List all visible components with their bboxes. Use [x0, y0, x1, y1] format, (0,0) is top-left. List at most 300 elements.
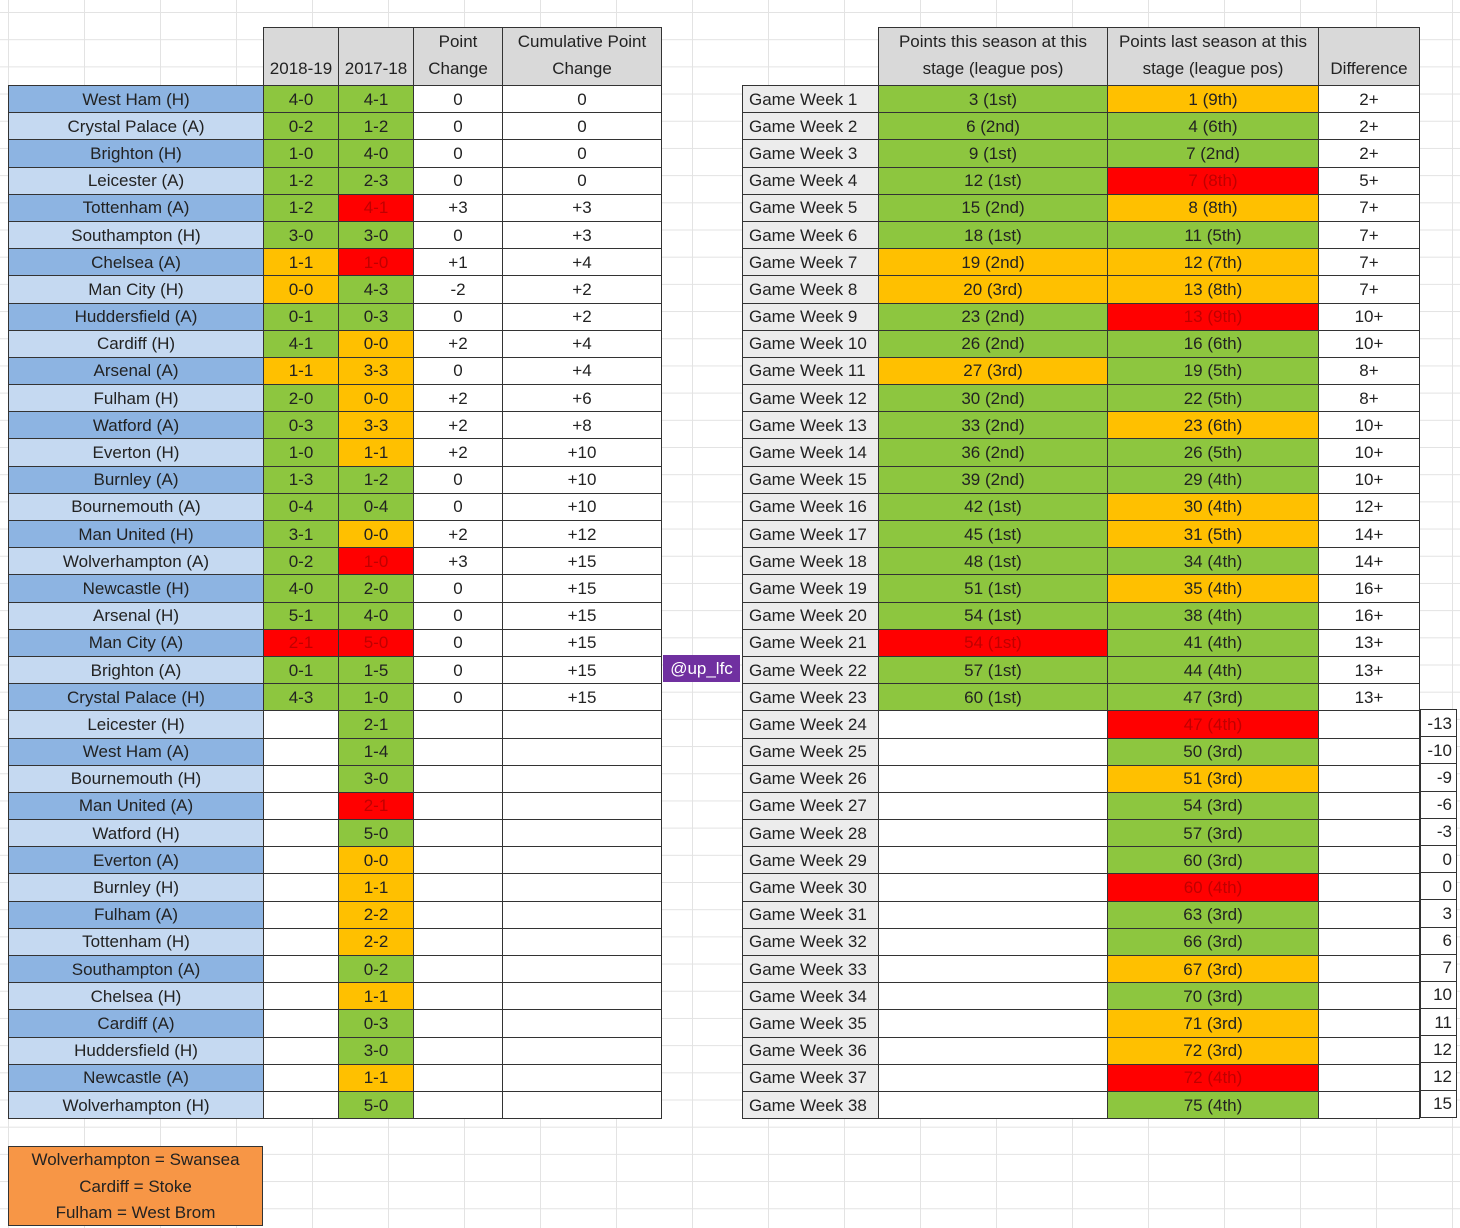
opponent-cell[interactable]: Man City (A)	[9, 629, 264, 656]
points-this-season-cell[interactable]: 19 (2nd)	[879, 249, 1108, 276]
score-2017-18-cell[interactable]: 1-1	[339, 1064, 414, 1091]
difference-cell[interactable]: 2+	[1319, 140, 1420, 167]
points-this-season-cell[interactable]: 23 (2nd)	[879, 303, 1108, 330]
cumulative-point-change-cell[interactable]	[503, 1091, 662, 1118]
points-last-season-cell[interactable]: 41 (4th)	[1108, 629, 1319, 656]
point-change-cell[interactable]	[414, 792, 503, 819]
opponent-cell[interactable]: Man City (H)	[9, 276, 264, 303]
game-week-cell[interactable]: Game Week 5	[743, 194, 879, 221]
score-2017-18-cell[interactable]: 0-4	[339, 493, 414, 520]
score-2018-19-cell[interactable]: 5-1	[264, 602, 339, 629]
opponent-cell[interactable]: West Ham (H)	[9, 86, 264, 113]
score-2017-18-cell[interactable]: 4-3	[339, 276, 414, 303]
game-week-cell[interactable]: Game Week 11	[743, 357, 879, 384]
score-2017-18-cell[interactable]: 4-0	[339, 602, 414, 629]
points-this-season-cell[interactable]: 20 (3rd)	[879, 276, 1108, 303]
points-this-season-cell[interactable]: 6 (2nd)	[879, 113, 1108, 140]
points-this-season-cell[interactable]	[879, 792, 1108, 819]
game-week-cell[interactable]: Game Week 31	[743, 901, 879, 928]
score-2017-18-cell[interactable]: 1-4	[339, 738, 414, 765]
game-week-cell[interactable]: Game Week 6	[743, 221, 879, 248]
header-game-week[interactable]	[743, 28, 879, 86]
game-week-cell[interactable]: Game Week 37	[743, 1064, 879, 1091]
game-week-cell[interactable]: Game Week 29	[743, 847, 879, 874]
difference-cell[interactable]	[1319, 1091, 1420, 1118]
points-last-season-cell[interactable]: 8 (8th)	[1108, 194, 1319, 221]
points-this-season-cell[interactable]	[879, 765, 1108, 792]
cumulative-point-change-cell[interactable]: +3	[503, 221, 662, 248]
opponent-cell[interactable]: Leicester (A)	[9, 167, 264, 194]
points-last-season-cell[interactable]: 7 (8th)	[1108, 167, 1319, 194]
game-week-cell[interactable]: Game Week 9	[743, 303, 879, 330]
difference-cell[interactable]	[1319, 928, 1420, 955]
game-week-cell[interactable]: Game Week 10	[743, 330, 879, 357]
score-2018-19-cell[interactable]: 0-2	[264, 113, 339, 140]
score-2018-19-cell[interactable]: 3-1	[264, 521, 339, 548]
points-last-season-cell[interactable]: 66 (3rd)	[1108, 928, 1319, 955]
score-2017-18-cell[interactable]: 3-0	[339, 1037, 414, 1064]
cumulative-point-change-cell[interactable]	[503, 901, 662, 928]
points-this-season-cell[interactable]	[879, 1010, 1108, 1037]
header-2017-18[interactable]: 2017-18	[339, 28, 414, 86]
opponent-cell[interactable]: Crystal Palace (A)	[9, 113, 264, 140]
point-change-cell[interactable]	[414, 1037, 503, 1064]
point-change-cell[interactable]	[414, 874, 503, 901]
game-week-cell[interactable]: Game Week 20	[743, 602, 879, 629]
score-2017-18-cell[interactable]: 1-1	[339, 439, 414, 466]
points-this-season-cell[interactable]	[879, 820, 1108, 847]
score-2018-19-cell[interactable]: 1-2	[264, 194, 339, 221]
points-this-season-cell[interactable]	[879, 1064, 1108, 1091]
score-2018-19-cell[interactable]	[264, 1064, 339, 1091]
score-2017-18-cell[interactable]: 3-0	[339, 221, 414, 248]
difference-cell[interactable]	[1319, 1010, 1420, 1037]
difference-cell[interactable]: 16+	[1319, 602, 1420, 629]
score-2018-19-cell[interactable]: 0-3	[264, 412, 339, 439]
points-this-season-cell[interactable]: 33 (2nd)	[879, 412, 1108, 439]
point-change-cell[interactable]	[414, 901, 503, 928]
points-this-season-cell[interactable]: 39 (2nd)	[879, 466, 1108, 493]
score-2017-18-cell[interactable]: 0-0	[339, 847, 414, 874]
score-2017-18-cell[interactable]: 1-0	[339, 249, 414, 276]
score-2018-19-cell[interactable]: 1-1	[264, 357, 339, 384]
cumulative-point-change-cell[interactable]	[503, 983, 662, 1010]
points-last-season-cell[interactable]: 47 (3rd)	[1108, 684, 1319, 711]
cumulative-point-change-cell[interactable]: +15	[503, 548, 662, 575]
cumulative-point-change-cell[interactable]: +8	[503, 412, 662, 439]
remaining-difference-cell[interactable]: -13	[1421, 710, 1457, 737]
difference-cell[interactable]	[1319, 711, 1420, 738]
points-last-season-cell[interactable]: 30 (4th)	[1108, 493, 1319, 520]
remaining-difference-cell[interactable]: 6	[1421, 927, 1457, 954]
score-2018-19-cell[interactable]: 1-0	[264, 439, 339, 466]
difference-cell[interactable]: 14+	[1319, 521, 1420, 548]
points-last-season-cell[interactable]: 72 (3rd)	[1108, 1037, 1319, 1064]
twitter-handle-cell[interactable]: @up_lfc	[663, 655, 740, 682]
point-change-cell[interactable]: +2	[414, 385, 503, 412]
difference-cell[interactable]	[1319, 1064, 1420, 1091]
points-last-season-cell[interactable]: 67 (3rd)	[1108, 956, 1319, 983]
score-2018-19-cell[interactable]: 4-0	[264, 86, 339, 113]
opponent-cell[interactable]: Huddersfield (H)	[9, 1037, 264, 1064]
cumulative-point-change-cell[interactable]	[503, 928, 662, 955]
point-change-cell[interactable]	[414, 738, 503, 765]
cumulative-point-change-cell[interactable]	[503, 956, 662, 983]
game-week-cell[interactable]: Game Week 34	[743, 983, 879, 1010]
point-change-cell[interactable]: +2	[414, 330, 503, 357]
opponent-cell[interactable]: Fulham (H)	[9, 385, 264, 412]
game-week-cell[interactable]: Game Week 12	[743, 385, 879, 412]
point-change-cell[interactable]: 0	[414, 466, 503, 493]
points-last-season-cell[interactable]: 60 (3rd)	[1108, 847, 1319, 874]
points-this-season-cell[interactable]: 9 (1st)	[879, 140, 1108, 167]
cumulative-point-change-cell[interactable]: +3	[503, 194, 662, 221]
difference-cell[interactable]: 2+	[1319, 86, 1420, 113]
score-2017-18-cell[interactable]: 0-3	[339, 1010, 414, 1037]
point-change-cell[interactable]	[414, 820, 503, 847]
point-change-cell[interactable]	[414, 1010, 503, 1037]
team-substitution-legend[interactable]	[8, 1146, 263, 1226]
remaining-difference-cell[interactable]: 12	[1421, 1063, 1457, 1090]
game-week-cell[interactable]: Game Week 16	[743, 493, 879, 520]
points-last-season-cell[interactable]: 72 (4th)	[1108, 1064, 1319, 1091]
score-2017-18-cell[interactable]: 0-2	[339, 956, 414, 983]
points-this-season-cell[interactable]: 18 (1st)	[879, 221, 1108, 248]
game-week-cell[interactable]: Game Week 18	[743, 548, 879, 575]
score-2018-19-cell[interactable]	[264, 765, 339, 792]
points-last-season-cell[interactable]: 34 (4th)	[1108, 548, 1319, 575]
difference-cell[interactable]: 10+	[1319, 466, 1420, 493]
remaining-difference-cell[interactable]: 3	[1421, 900, 1457, 927]
game-week-cell[interactable]: Game Week 33	[743, 956, 879, 983]
point-change-cell[interactable]	[414, 847, 503, 874]
cumulative-point-change-cell[interactable]	[503, 738, 662, 765]
difference-cell[interactable]: 7+	[1319, 249, 1420, 276]
opponent-cell[interactable]: Wolverhampton (H)	[9, 1091, 264, 1118]
points-last-season-cell[interactable]: 31 (5th)	[1108, 521, 1319, 548]
points-last-season-cell[interactable]: 26 (5th)	[1108, 439, 1319, 466]
header-point-change[interactable]: Point Change	[414, 28, 503, 86]
score-2017-18-cell[interactable]: 1-1	[339, 983, 414, 1010]
opponent-cell[interactable]: Chelsea (H)	[9, 983, 264, 1010]
points-last-season-cell[interactable]: 19 (5th)	[1108, 357, 1319, 384]
score-2017-18-cell[interactable]: 2-3	[339, 167, 414, 194]
points-last-season-cell[interactable]: 22 (5th)	[1108, 385, 1319, 412]
opponent-cell[interactable]: Southampton (H)	[9, 221, 264, 248]
score-2017-18-cell[interactable]: 3-3	[339, 357, 414, 384]
difference-cell[interactable]: 8+	[1319, 385, 1420, 412]
score-2018-19-cell[interactable]	[264, 1091, 339, 1118]
cumulative-point-change-cell[interactable]: +2	[503, 303, 662, 330]
points-this-season-cell[interactable]	[879, 983, 1108, 1010]
opponent-cell[interactable]: Fulham (A)	[9, 901, 264, 928]
score-2018-19-cell[interactable]: 1-0	[264, 140, 339, 167]
point-change-cell[interactable]: 0	[414, 113, 503, 140]
difference-cell[interactable]	[1319, 874, 1420, 901]
opponent-cell[interactable]: Cardiff (A)	[9, 1010, 264, 1037]
point-change-cell[interactable]	[414, 765, 503, 792]
opponent-cell[interactable]: Southampton (A)	[9, 956, 264, 983]
score-2018-19-cell[interactable]	[264, 711, 339, 738]
point-change-cell[interactable]: 0	[414, 602, 503, 629]
cumulative-point-change-cell[interactable]	[503, 1010, 662, 1037]
game-week-cell[interactable]: Game Week 1	[743, 86, 879, 113]
difference-cell[interactable]: 5+	[1319, 167, 1420, 194]
cumulative-point-change-cell[interactable]	[503, 711, 662, 738]
score-2017-18-cell[interactable]: 0-3	[339, 303, 414, 330]
cumulative-point-change-cell[interactable]: +15	[503, 684, 662, 711]
score-2017-18-cell[interactable]: 2-2	[339, 928, 414, 955]
score-2018-19-cell[interactable]: 1-1	[264, 249, 339, 276]
difference-cell[interactable]	[1319, 983, 1420, 1010]
opponent-cell[interactable]: Watford (A)	[9, 412, 264, 439]
remaining-difference-cell[interactable]: 7	[1421, 954, 1457, 981]
score-2018-19-cell[interactable]: 3-0	[264, 221, 339, 248]
difference-cell[interactable]: 10+	[1319, 439, 1420, 466]
score-2017-18-cell[interactable]: 2-1	[339, 792, 414, 819]
difference-cell[interactable]: 13+	[1319, 656, 1420, 683]
cumulative-point-change-cell[interactable]: +15	[503, 602, 662, 629]
score-2017-18-cell[interactable]: 1-2	[339, 466, 414, 493]
opponent-cell[interactable]: Everton (A)	[9, 847, 264, 874]
score-2018-19-cell[interactable]: 2-0	[264, 385, 339, 412]
points-last-season-cell[interactable]: 50 (3rd)	[1108, 738, 1319, 765]
game-week-cell[interactable]: Game Week 32	[743, 928, 879, 955]
game-week-cell[interactable]: Game Week 13	[743, 412, 879, 439]
cumulative-point-change-cell[interactable]	[503, 847, 662, 874]
remaining-difference-cell[interactable]: -9	[1421, 764, 1457, 791]
points-this-season-cell[interactable]	[879, 711, 1108, 738]
game-week-cell[interactable]: Game Week 14	[743, 439, 879, 466]
header-cumulative-point-change[interactable]: Cumulative Point Change	[503, 28, 662, 86]
score-2017-18-cell[interactable]: 4-1	[339, 194, 414, 221]
game-week-cell[interactable]: Game Week 27	[743, 792, 879, 819]
difference-cell[interactable]: 10+	[1319, 303, 1420, 330]
points-last-season-cell[interactable]: 35 (4th)	[1108, 575, 1319, 602]
point-change-cell[interactable]	[414, 1064, 503, 1091]
points-last-season-cell[interactable]: 7 (2nd)	[1108, 140, 1319, 167]
point-change-cell[interactable]: 0	[414, 140, 503, 167]
points-last-season-cell[interactable]: 60 (4th)	[1108, 874, 1319, 901]
points-this-season-cell[interactable]: 54 (1st)	[879, 602, 1108, 629]
points-this-season-cell[interactable]: 27 (3rd)	[879, 357, 1108, 384]
difference-cell[interactable]	[1319, 792, 1420, 819]
difference-cell[interactable]: 16+	[1319, 575, 1420, 602]
difference-cell[interactable]	[1319, 820, 1420, 847]
cumulative-point-change-cell[interactable]: +10	[503, 466, 662, 493]
points-last-season-cell[interactable]: 71 (3rd)	[1108, 1010, 1319, 1037]
opponent-cell[interactable]: Crystal Palace (H)	[9, 684, 264, 711]
points-this-season-cell[interactable]: 3 (1st)	[879, 86, 1108, 113]
opponent-cell[interactable]: Leicester (H)	[9, 711, 264, 738]
points-this-season-cell[interactable]: 42 (1st)	[879, 493, 1108, 520]
difference-cell[interactable]: 8+	[1319, 357, 1420, 384]
opponent-cell[interactable]: Man United (A)	[9, 792, 264, 819]
points-this-season-cell[interactable]: 26 (2nd)	[879, 330, 1108, 357]
points-last-season-cell[interactable]: 16 (6th)	[1108, 330, 1319, 357]
score-2018-19-cell[interactable]	[264, 820, 339, 847]
points-this-season-cell[interactable]: 15 (2nd)	[879, 194, 1108, 221]
game-week-cell[interactable]: Game Week 22	[743, 656, 879, 683]
score-2018-19-cell[interactable]: 0-4	[264, 493, 339, 520]
score-2018-19-cell[interactable]: 1-3	[264, 466, 339, 493]
points-last-season-cell[interactable]: 47 (4th)	[1108, 711, 1319, 738]
score-2017-18-cell[interactable]: 2-0	[339, 575, 414, 602]
point-change-cell[interactable]: 0	[414, 493, 503, 520]
score-2018-19-cell[interactable]	[264, 901, 339, 928]
game-week-cell[interactable]: Game Week 3	[743, 140, 879, 167]
points-last-season-cell[interactable]: 29 (4th)	[1108, 466, 1319, 493]
game-week-cell[interactable]: Game Week 26	[743, 765, 879, 792]
header-difference[interactable]: Difference	[1319, 28, 1420, 86]
point-change-cell[interactable]: 0	[414, 86, 503, 113]
cumulative-point-change-cell[interactable]	[503, 792, 662, 819]
points-last-season-cell[interactable]: 13 (8th)	[1108, 276, 1319, 303]
remaining-difference-cell[interactable]: 10	[1421, 981, 1457, 1008]
opponent-cell[interactable]: Bournemouth (A)	[9, 493, 264, 520]
points-this-season-cell[interactable]	[879, 738, 1108, 765]
difference-cell[interactable]: 14+	[1319, 548, 1420, 575]
game-week-cell[interactable]: Game Week 25	[743, 738, 879, 765]
point-change-cell[interactable]	[414, 928, 503, 955]
score-2017-18-cell[interactable]: 4-0	[339, 140, 414, 167]
points-this-season-cell[interactable]: 51 (1st)	[879, 575, 1108, 602]
remaining-difference-cell[interactable]: 11	[1421, 1009, 1457, 1036]
score-2017-18-cell[interactable]: 0-0	[339, 330, 414, 357]
cumulative-point-change-cell[interactable]: +15	[503, 575, 662, 602]
remaining-difference-cell[interactable]: -6	[1421, 791, 1457, 818]
cumulative-point-change-cell[interactable]: +15	[503, 629, 662, 656]
point-change-cell[interactable]: +2	[414, 521, 503, 548]
points-last-season-cell[interactable]: 63 (3rd)	[1108, 901, 1319, 928]
score-2017-18-cell[interactable]: 1-0	[339, 548, 414, 575]
cumulative-point-change-cell[interactable]: 0	[503, 167, 662, 194]
cumulative-point-change-cell[interactable]: 0	[503, 86, 662, 113]
points-this-season-cell[interactable]: 12 (1st)	[879, 167, 1108, 194]
score-2018-19-cell[interactable]	[264, 1010, 339, 1037]
points-last-season-cell[interactable]: 51 (3rd)	[1108, 765, 1319, 792]
remaining-difference-cell[interactable]: -3	[1421, 818, 1457, 845]
cumulative-point-change-cell[interactable]: +10	[503, 439, 662, 466]
cumulative-point-change-cell[interactable]: +15	[503, 656, 662, 683]
difference-cell[interactable]	[1319, 765, 1420, 792]
opponent-cell[interactable]: Watford (H)	[9, 820, 264, 847]
points-this-season-cell[interactable]: 36 (2nd)	[879, 439, 1108, 466]
opponent-cell[interactable]: Arsenal (A)	[9, 357, 264, 384]
score-2017-18-cell[interactable]: 1-2	[339, 113, 414, 140]
cumulative-point-change-cell[interactable]: +10	[503, 493, 662, 520]
score-2017-18-cell[interactable]: 5-0	[339, 820, 414, 847]
game-week-cell[interactable]: Game Week 24	[743, 711, 879, 738]
point-change-cell[interactable]: +2	[414, 412, 503, 439]
point-change-cell[interactable]: +3	[414, 548, 503, 575]
points-this-season-cell[interactable]	[879, 901, 1108, 928]
game-week-cell[interactable]: Game Week 2	[743, 113, 879, 140]
score-2018-19-cell[interactable]	[264, 928, 339, 955]
opponent-cell[interactable]: Brighton (A)	[9, 656, 264, 683]
cumulative-point-change-cell[interactable]: +12	[503, 521, 662, 548]
remaining-difference-cell[interactable]: 0	[1421, 845, 1457, 872]
points-this-season-cell[interactable]	[879, 1091, 1108, 1118]
point-change-cell[interactable]	[414, 956, 503, 983]
points-this-season-cell[interactable]: 45 (1st)	[879, 521, 1108, 548]
opponent-cell[interactable]: Man United (H)	[9, 521, 264, 548]
game-week-cell[interactable]: Game Week 17	[743, 521, 879, 548]
points-this-season-cell[interactable]: 60 (1st)	[879, 684, 1108, 711]
game-week-cell[interactable]: Game Week 35	[743, 1010, 879, 1037]
score-2017-18-cell[interactable]: 1-5	[339, 656, 414, 683]
opponent-cell[interactable]: Tottenham (A)	[9, 194, 264, 221]
opponent-cell[interactable]: Cardiff (H)	[9, 330, 264, 357]
points-last-season-cell[interactable]: 12 (7th)	[1108, 249, 1319, 276]
points-last-season-cell[interactable]: 54 (3rd)	[1108, 792, 1319, 819]
points-last-season-cell[interactable]: 38 (4th)	[1108, 602, 1319, 629]
score-2017-18-cell[interactable]: 3-3	[339, 412, 414, 439]
remaining-difference-cell[interactable]: 15	[1421, 1090, 1457, 1117]
point-change-cell[interactable]: +1	[414, 249, 503, 276]
points-this-season-cell[interactable]: 30 (2nd)	[879, 385, 1108, 412]
remaining-difference-cell[interactable]: -10	[1421, 737, 1457, 764]
opponent-cell[interactable]: Bournemouth (H)	[9, 765, 264, 792]
game-week-cell[interactable]: Game Week 19	[743, 575, 879, 602]
opponent-cell[interactable]: West Ham (A)	[9, 738, 264, 765]
point-change-cell[interactable]: 0	[414, 684, 503, 711]
points-last-season-cell[interactable]: 70 (3rd)	[1108, 983, 1319, 1010]
score-2018-19-cell[interactable]	[264, 874, 339, 901]
game-week-cell[interactable]: Game Week 30	[743, 874, 879, 901]
game-week-cell[interactable]: Game Week 4	[743, 167, 879, 194]
opponent-cell[interactable]: Chelsea (A)	[9, 249, 264, 276]
points-this-season-cell[interactable]: 54 (1st)	[879, 629, 1108, 656]
opponent-cell[interactable]: Burnley (A)	[9, 466, 264, 493]
point-change-cell[interactable]: 0	[414, 167, 503, 194]
score-2017-18-cell[interactable]: 2-2	[339, 901, 414, 928]
points-this-season-cell[interactable]	[879, 847, 1108, 874]
score-2018-19-cell[interactable]: 4-0	[264, 575, 339, 602]
cumulative-point-change-cell[interactable]	[503, 1037, 662, 1064]
opponent-cell[interactable]: Burnley (H)	[9, 874, 264, 901]
difference-cell[interactable]	[1319, 901, 1420, 928]
game-week-cell[interactable]: Game Week 23	[743, 684, 879, 711]
difference-cell[interactable]	[1319, 738, 1420, 765]
score-2018-19-cell[interactable]: 0-2	[264, 548, 339, 575]
points-this-season-cell[interactable]	[879, 1037, 1108, 1064]
difference-cell[interactable]: 13+	[1319, 684, 1420, 711]
game-week-cell[interactable]: Game Week 8	[743, 276, 879, 303]
difference-cell[interactable]	[1319, 956, 1420, 983]
opponent-cell[interactable]: Arsenal (H)	[9, 602, 264, 629]
cumulative-point-change-cell[interactable]: +6	[503, 385, 662, 412]
score-2017-18-cell[interactable]: 3-0	[339, 765, 414, 792]
cumulative-point-change-cell[interactable]: +4	[503, 330, 662, 357]
point-change-cell[interactable]: -2	[414, 276, 503, 303]
difference-cell[interactable]: 2+	[1319, 113, 1420, 140]
points-last-season-cell[interactable]: 4 (6th)	[1108, 113, 1319, 140]
game-week-cell[interactable]: Game Week 21	[743, 629, 879, 656]
score-2018-19-cell[interactable]	[264, 1037, 339, 1064]
opponent-cell[interactable]: Everton (H)	[9, 439, 264, 466]
score-2018-19-cell[interactable]	[264, 738, 339, 765]
opponent-cell[interactable]: Tottenham (H)	[9, 928, 264, 955]
cumulative-point-change-cell[interactable]	[503, 1064, 662, 1091]
opponent-cell[interactable]: Brighton (H)	[9, 140, 264, 167]
score-2017-18-cell[interactable]: 1-1	[339, 874, 414, 901]
difference-cell[interactable]: 7+	[1319, 276, 1420, 303]
score-2017-18-cell[interactable]: 0-0	[339, 521, 414, 548]
score-2017-18-cell[interactable]: 5-0	[339, 629, 414, 656]
points-last-season-cell[interactable]: 57 (3rd)	[1108, 820, 1319, 847]
score-2018-19-cell[interactable]: 2-1	[264, 629, 339, 656]
